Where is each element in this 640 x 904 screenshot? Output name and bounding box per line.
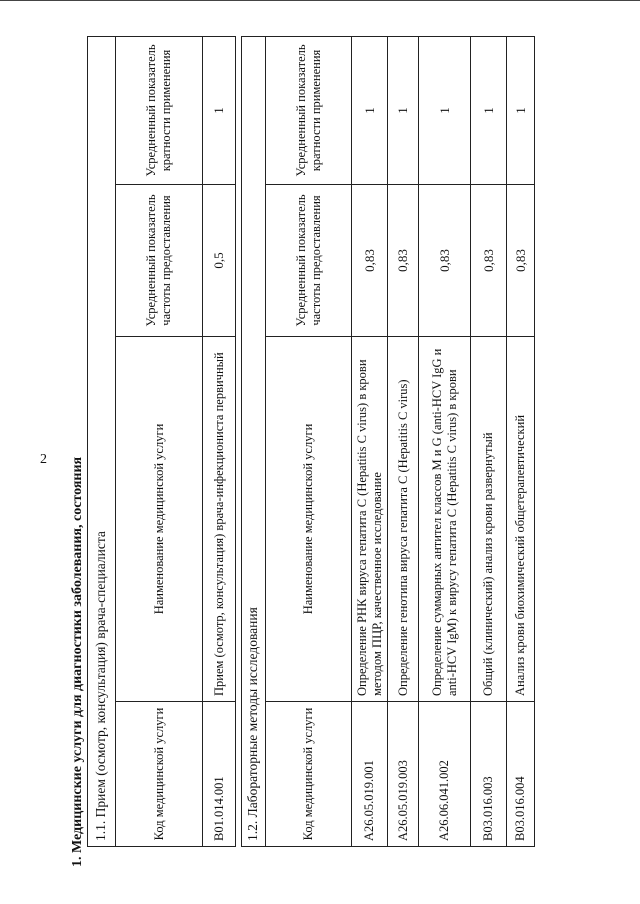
service-name: Прием (осмотр, консультация) врача-инфекциониста первичный (203, 337, 236, 702)
table-row (352, 36, 388, 846)
table-row (419, 36, 471, 846)
header-code: Код медицинской услуги (266, 702, 352, 847)
service-multiplicity: 1 (507, 36, 535, 184)
service-code: B03.016.004 (507, 702, 535, 847)
subsection-title: 1.2. Лабораторные методы исследования (242, 184, 266, 846)
service-name: Общий (клинический) анализ крови развернутый (471, 337, 507, 702)
table-laboratory (241, 36, 535, 847)
service-code: B03.016.003 (471, 702, 507, 847)
service-name: Определение РНК вируса гепатита С (Hepatitis C virus) в крови методом ПЦР, качественное исследование (352, 337, 388, 702)
table-row (507, 36, 535, 846)
table-consultation (87, 36, 236, 847)
service-frequency: 0,83 (388, 184, 419, 336)
service-multiplicity: 1 (471, 36, 507, 184)
service-multiplicity: 1 (203, 37, 236, 185)
service-code: A26.06.041.002 (419, 702, 471, 847)
service-frequency: 0,5 (203, 185, 236, 337)
header-frequency: Усредненный показатель частоты предоставления (266, 184, 352, 336)
subsection-title: 1.1. Прием (осмотр, консультация) врача-специалиста (88, 185, 116, 847)
service-multiplicity: 1 (388, 36, 419, 184)
service-name: Определение генотипа вируса гепатита С (Hepatitis C virus) (388, 337, 419, 702)
page-number: 2 (40, 452, 47, 467)
header-multiplicity: Усредненный показатель кратности применения (266, 36, 352, 184)
service-code: A26.05.019.003 (388, 702, 419, 847)
service-frequency: 0,83 (507, 184, 535, 336)
service-name: Определение суммарных антител классов M и G (anti-HCV IgG и anti-HCV IgM) к вирусу гепатита С (Hepatitis C virus) в крови (419, 337, 471, 702)
service-frequency: 0,83 (419, 184, 471, 336)
table-row (471, 36, 507, 846)
header-code: Код медицинской услуги (116, 702, 203, 847)
table-row (203, 37, 236, 847)
service-code: B01.014.001 (203, 702, 236, 847)
header-multiplicity: Усредненный показатель кратности применения (116, 37, 203, 185)
header-name: Наименование медицинской услуги (266, 337, 352, 702)
table-row (388, 36, 419, 846)
top-border-line (0, 0, 640, 1)
service-multiplicity: 1 (419, 36, 471, 184)
section-title: 1. Медицинские услуги для диагностики заболевания, состояния (70, 456, 85, 867)
service-name: Анализ крови биохимический общетерапевтический (507, 337, 535, 702)
service-multiplicity: 1 (352, 36, 388, 184)
header-name: Наименование медицинской услуги (116, 337, 203, 702)
service-frequency: 0,83 (471, 184, 507, 336)
service-frequency: 0,83 (352, 184, 388, 336)
rotated-content (70, 37, 530, 867)
service-code: A26.05.019.001 (352, 702, 388, 847)
header-frequency: Усредненный показатель частоты предоставления (116, 185, 203, 337)
